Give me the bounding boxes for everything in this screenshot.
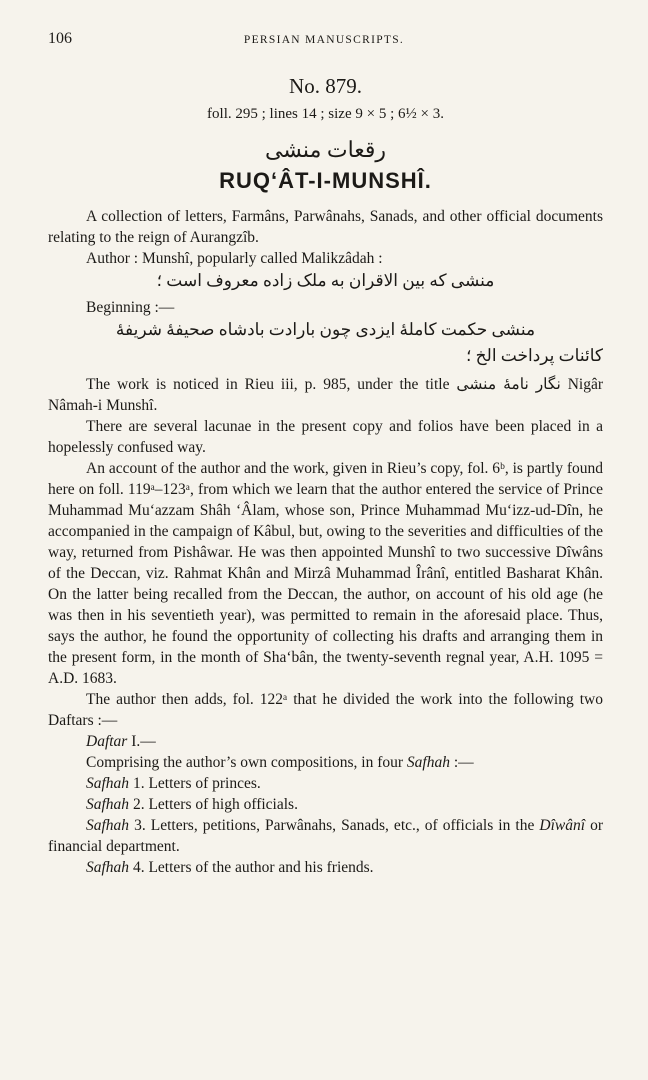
safhah-label: Safhah xyxy=(86,775,130,792)
foll-line: foll. 295 ; lines 14 ; size 9 × 5 ; 6½ × 3. xyxy=(207,106,444,122)
author-line: Author : Munshî, popularly called Malikzâdah : xyxy=(86,250,383,267)
page-number: 106 xyxy=(48,30,72,47)
divided-paragraph: The author then adds, fol. 122ᵃ that he divided the work into the following two Daftars :— xyxy=(48,691,603,729)
noticed-text: The work is noticed in Rieu iii, p. 985, under the title xyxy=(86,376,450,393)
daftar-label: Daftar xyxy=(86,733,128,750)
safhah-num: 2. xyxy=(132,796,145,813)
persian-title: رقعات منشی xyxy=(264,137,387,162)
noticed-persian: نگار نامهٔ xyxy=(503,376,561,393)
safhah-text: Letters of princes. xyxy=(148,775,261,792)
safhah-text: Letters, petitions, Parwânahs, Sanads, etc., of officials in the xyxy=(150,817,535,834)
main-title: RUQ‘ÂT-I-MUNSHÎ. xyxy=(219,168,432,193)
daftar-heading xyxy=(48,731,603,752)
entry-number: No. 879. xyxy=(289,74,362,98)
account-paragraph: An account of the author and the work, given in Rieu’s copy, fol. 6ᵇ, is partly found here on foll. 119ᵃ–123ᵃ, from which we learn that the author entered the service of Prince Muhammad Mu‘azzam Shâh ‘Âlam, whose son, Prince Muhammad Mu‘izz-ud-Dîn, he accompanied in the campaign of Kâbul, but, owing to the severities and difficulties of the way, returned from Pishâwar. He was then appointed Munshî to two successive Dîwâns of the Deccan, viz. Rahmat Khân and Mirzâ Muhammad Îrânî, entitled Basharat Khân. On the latter being recalled from the Deccan, the author, on account of his old age (he was then in his seventieth year), was permitted to remain in the aforesaid place. Thus, says the author, he found the opportunity of collecting his drafts and arranging them in the present form, in the month of Sha‘bân, the twenty-seventh regnal year, A.H. 1095 = A.D. 1683. xyxy=(48,460,603,687)
safhah-item xyxy=(48,794,603,815)
safhah-label: Safhah xyxy=(86,817,130,834)
safhah-label: Safhah xyxy=(86,796,130,813)
safhah-num: 4. xyxy=(132,859,145,876)
safhah-label: Safhah xyxy=(86,859,130,876)
safhah-text: Letters of high officials. xyxy=(148,796,298,813)
beginning-persian-2: کائنات پرداخت الخ ؛ xyxy=(466,346,603,365)
running-title: PERSIAN MANUSCRIPTS. xyxy=(243,34,405,46)
safhah-item xyxy=(48,773,603,794)
daftar-number: I.— xyxy=(131,733,156,750)
noticed-paragraph xyxy=(48,374,603,416)
safhah-tail: or financial department. xyxy=(48,817,604,855)
comprising-italic: Safhah xyxy=(406,754,450,771)
author-persian: منشی که بین الاقران به ملک زاده معروف است ؛ xyxy=(156,271,495,290)
safhah-italic: Dîwânî xyxy=(539,817,586,834)
safhah-num: 1. xyxy=(132,775,145,792)
lacunae-paragraph: There are several lacunae in the present copy and folios have been placed in a hopelessly confused way. xyxy=(48,418,603,456)
entry-content xyxy=(48,74,603,878)
intro-paragraph: A collection of letters, Farmâns, Parwânahs, Sanads, and other official documents relating to the reign of Aurangzîb. xyxy=(48,208,603,246)
page-header xyxy=(48,30,600,50)
noticed-title: Nigâr Nâmah-i Munshî. xyxy=(48,376,604,414)
safhah-item xyxy=(48,815,603,857)
safhah-text: Letters of the author and his friends. xyxy=(148,859,374,876)
comprising-text: Comprising the author’s own compositions, in four xyxy=(86,754,404,771)
noticed-persian-2: منشی xyxy=(456,376,497,393)
safhah-num: 3. xyxy=(134,817,146,834)
safhah-item xyxy=(48,857,603,878)
beginning-persian-1: منشی حکمت کاملهٔ ایزدی چون بارادت بادشاه صحیفهٔ شریفهٔ xyxy=(115,320,536,339)
comprising-end: :— xyxy=(453,754,474,771)
beginning-label: Beginning :— xyxy=(86,299,175,316)
comprising-line xyxy=(48,752,603,773)
